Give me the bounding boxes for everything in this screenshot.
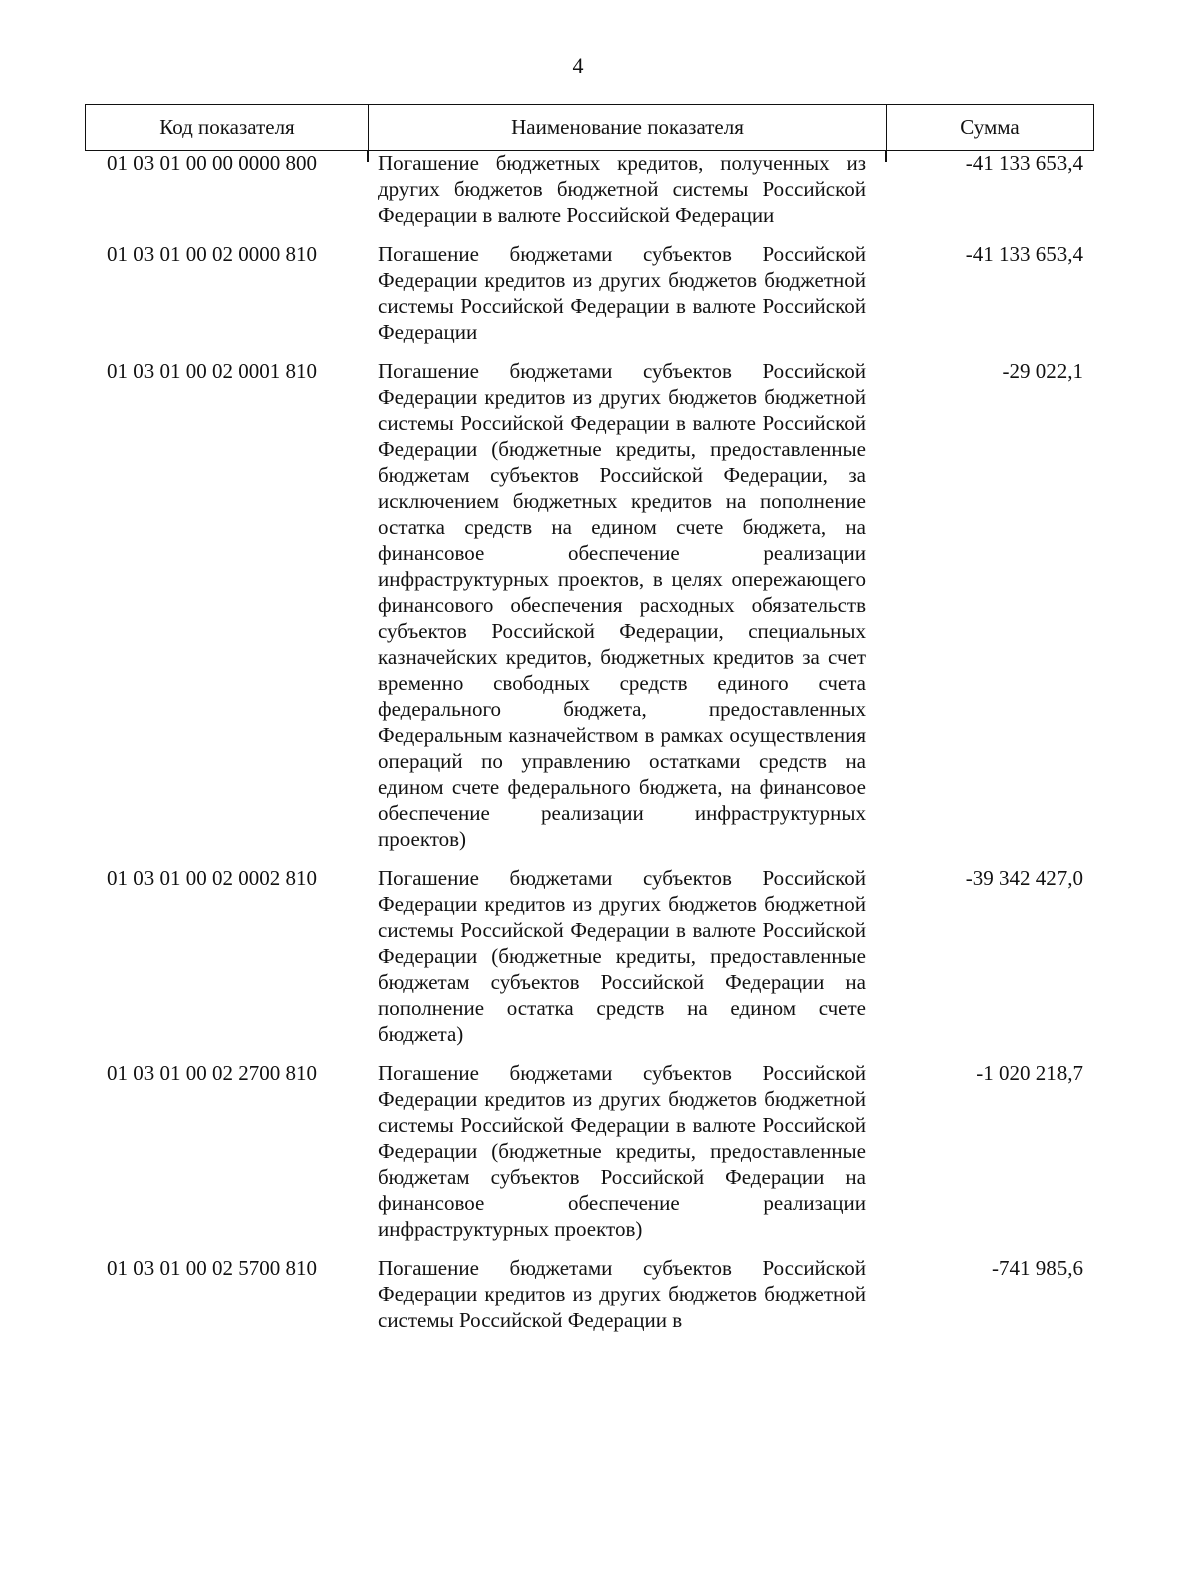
row-sum: -41 133 653,4	[965, 242, 1083, 266]
table-header	[85, 104, 1094, 151]
row-sum: -29 022,1	[1002, 359, 1083, 383]
row-sum: -39 342 427,0	[965, 866, 1083, 890]
table-row	[85, 241, 1094, 345]
row-sum: -41 133 653,4	[965, 151, 1083, 175]
row-sum: -741 985,6	[992, 1256, 1083, 1280]
row-name: Погашение бюджетами субъектов Российской Федерации кредитов из других бюджетов бюджетной системы Российской Федерации в валюте Российской Федерации (бюджетные кредиты, предоставленные бюджетам субъектов Российской Федерации на пополнение остатка средств на едином счете бюджета)	[378, 866, 866, 1046]
row-code: 01 03 01 00 02 0000 810	[107, 242, 317, 266]
row-name: Погашение бюджетами субъектов Российской Федерации кредитов из других бюджетов бюджетной системы Российской Федерации в валюте Российской Федерации (бюджетные кредиты, предоставленные бюджетам субъектов Российской Федерации, за исключением бюджетных кредитов на пополнение остатка средств на едином счете бюджета, на финансовое обеспечение реализации инфраструктурных проектов, в целях опережающего финансового обеспечения расходных обязательств субъектов Российской Федерации, специальных казначейских кредитов, бюджетных кредитов за счет временно свободных средств единого счета федерального бюджета, предоставленных Федеральным казначейством в рамках осуществления операций по управлению остатками средств на едином счете федерального бюджета, на финансовое обеспечение реализации инфраструктурных проектов)	[378, 359, 866, 851]
table-body	[85, 150, 1094, 1346]
row-sum: -1 020 218,7	[976, 1061, 1083, 1085]
row-name: Погашение бюджетами субъектов Российской Федерации кредитов из других бюджетов бюджетной системы Российской Федерации в валюте Российской Федерации (бюджетные кредиты, предоставленные бюджетам субъектов Российской Федерации на финансовое обеспечение реализации инфраструктурных проектов)	[378, 1061, 866, 1241]
table-row	[85, 865, 1094, 1047]
row-name: Погашение бюджетных кредитов, полученных из других бюджетов бюджетной системы Российской Федерации в валюте Российской Федерации	[378, 151, 866, 227]
row-code: 01 03 01 00 02 5700 810	[107, 1256, 317, 1280]
row-name: Погашение бюджетами субъектов Российской Федерации кредитов из других бюджетов бюджетной системы Российской Федерации в	[378, 1256, 866, 1332]
row-code: 01 03 01 00 02 0002 810	[107, 866, 317, 890]
header-sum: Сумма	[960, 115, 1020, 139]
table-row	[85, 1255, 1094, 1333]
row-code: 01 03 01 00 00 0000 800	[107, 151, 317, 175]
row-name: Погашение бюджетами субъектов Российской Федерации кредитов из других бюджетов бюджетной системы Российской Федерации в валюте Российской Федерации	[378, 242, 866, 344]
row-code: 01 03 01 00 02 0001 810	[107, 359, 317, 383]
page-number: 4	[572, 53, 584, 78]
header-name: Наименование показателя	[369, 105, 887, 150]
header-code: Код показателя	[86, 105, 369, 150]
table-row	[85, 1060, 1094, 1242]
table-row	[85, 358, 1094, 852]
table-row	[85, 150, 1094, 228]
row-code: 01 03 01 00 02 2700 810	[107, 1061, 317, 1085]
